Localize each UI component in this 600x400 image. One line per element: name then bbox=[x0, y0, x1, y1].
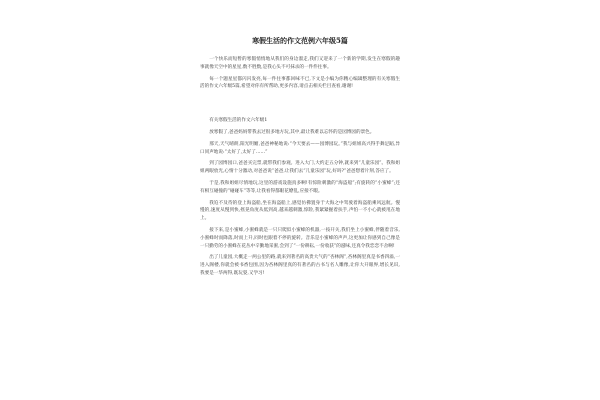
body-paragraph: 放寒假了,爸爸妈妈带我去过很多地方玩,其中,最让我难以忘怀的是园博园的景色。 bbox=[209, 129, 375, 135]
intro-paragraph: 每一个题星星都闪闪发亮,每一件往事都回味不已,下文是小编为你精心编辑整理的有关寒假生活的作文六年级5篇,希望对你有所帮助,更多内容,请点击相关栏目查看,谢谢! bbox=[200, 76, 400, 90]
document-body bbox=[200, 36, 400, 282]
intro-section bbox=[200, 56, 400, 91]
intro-paragraph: 一个快乐而短暂的寒假悄悄地从我们的身边溜走,我们又迎来了一个新的学期,发生在寒假的趣事就像天空中的星星,数不胜数,是我心头不可抹杀的一件件往事。 bbox=[200, 57, 400, 70]
section-subtitle: 有关寒假生活的作文六年级1 bbox=[209, 118, 268, 124]
body-paragraph: 到了园博园口,爸爸买完票,就带我们参观。进入大门,大约走五分钟,就来到“儿童乐园”。我和姐姐两眼放光,心情十分激动,对爸爸说“爸爸,让我们去“儿童乐园”玩,好吗?”爸爸想着片刻,答应了。 bbox=[200, 161, 400, 175]
body-paragraph: 我迫不及待的登上海盗船,坐在海盗船上,感觉仿佛置身于大海之中驾驶着海盗船乘风远航。慢慢的,速度从慢到快,摇晃角度从低到高,越来越刺激,惊险,我紧紧握着扶手,声怕一不小心就被甩在地上。 bbox=[200, 200, 400, 222]
spacer bbox=[200, 97, 400, 117]
body-paragraph: 那天,天气晴朗,阳光明媚,爸爸神秘地说:“今天要去——园博园玩。”我与姐姐高兴得手舞足蹈,异口同声地说:“太好了,太好了……” bbox=[200, 141, 400, 155]
document-title: 寒假生活的作文范例六年级5篇 bbox=[252, 36, 348, 45]
body-paragraph: 接下来,是小蜜蜂,小蜜蜂就是一只只爬似小蜜蜂的机器,一按开关,我们坐上小蜜蜂,伴随着音乐,小蜜蜂时而降落,时而上升,同时也跟着不停的旋转。音乐是小蜜蜂的声声,这更加让你感到自己像是一只勤劳的小蜜蜂在花丛中辛勤地采蜜,会到了“一份耕耘,一份收获”的滋味,还真令我恋恋不舍啊! bbox=[200, 227, 400, 249]
body-paragraph: 于是,我和姐姐尽情地玩,这里的游戏设施真多啊!有惊险刺激的“海盗船”;有旋转的“小蜜蜂”;还有相互碰撞的“碰碰车”等等,让我看得都眼花缭乱,应接不暇。 bbox=[200, 180, 400, 194]
body-paragraph: 出了儿童园,大概走一两公里的路,就来到著名的高贵大气的“杏林阁”,杏林阁里真是书香四溢,一进入阁楼,你就会被书香包围,因为杏林阁里真的有著名的古书与名人雕像,让你大开眼界,增长见识,我要是一华两得,既玩耍,又学习! bbox=[200, 255, 400, 276]
